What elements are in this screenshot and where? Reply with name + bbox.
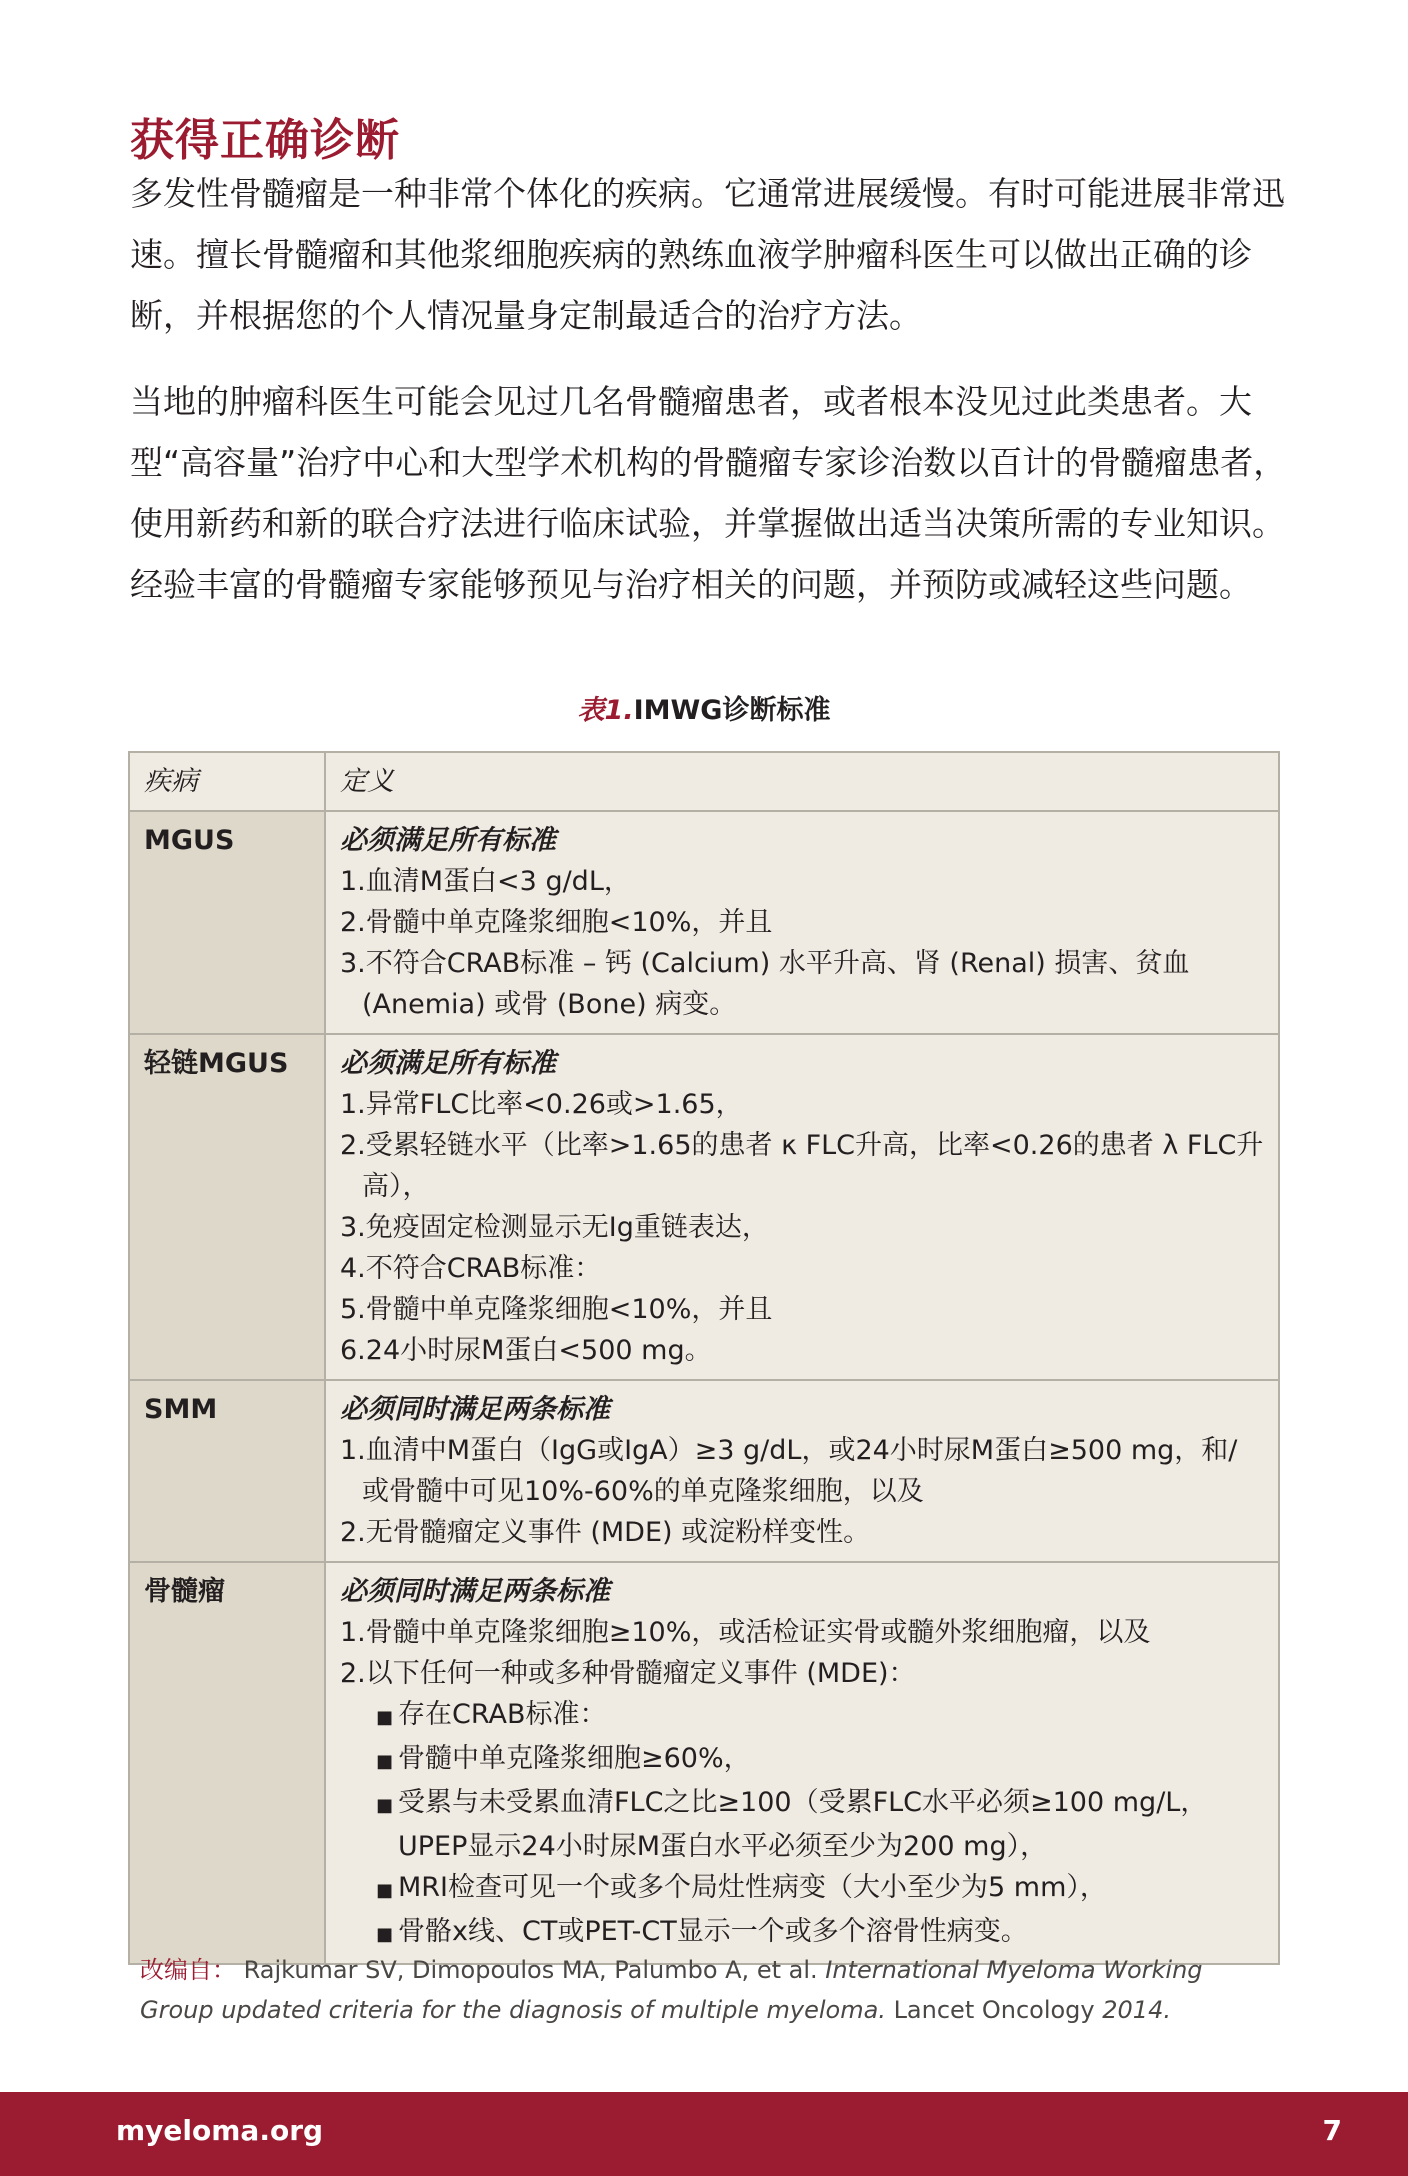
citation-year: 2014. — [1102, 1996, 1171, 2024]
criterion-item: 2.受累轻链水平（比率>1.65的患者 κ FLC升高，比率<0.26的患者 λ FLC升高）， — [340, 1130, 1264, 1202]
table-row — [129, 1034, 1279, 1380]
page-heading: 获得正确诊断 — [130, 115, 400, 166]
criterion-bullet: ■ 骨髓中单克隆浆细胞≥60%， — [340, 1738, 1264, 1782]
table-caption-number: 表1. — [577, 695, 634, 726]
definition-cell — [325, 1380, 1279, 1562]
definition-cell — [325, 1562, 1279, 1964]
intro-paragraph: 多发性骨髓瘤是一种非常个体化的疾病。它通常进展缓慢。有时可能进展非常迅速。擅长骨髓瘤和其他浆细胞疾病的熟练血液学肿瘤科医生可以做出正确的诊断，并根据您的个人情况量身定制最适合的治疗方法。 — [130, 174, 1285, 335]
specialist-paragraph: 当地的肿瘤科医生可能会见过几名骨髓瘤患者，或者根本没见过此类患者。大型“高容量”治疗中心和大型学术机构的骨髓瘤专家诊治数以百计的骨髓瘤患者，使用新药和新的联合疗法进行临床试验，并掌握做出适当决策所需的专业知识。经验丰富的骨髓瘤专家能够预见与治疗相关的问题，并预防或减轻这些问题。 — [130, 382, 1287, 604]
page-number: 7 — [1322, 2114, 1342, 2147]
requirement-label: 必须同时满足两条标准 — [340, 1394, 610, 1425]
disease-name: SMM — [129, 1380, 325, 1562]
definition-cell — [325, 1034, 1279, 1380]
criterion-bullet: ■ MRI检查可见一个或多个局灶性病变（大小至少为5 mm）， — [340, 1867, 1264, 1911]
table-caption-title: IMWG诊断标准 — [633, 695, 831, 726]
disease-name: 骨髓瘤 — [129, 1562, 325, 1964]
criterion-item: 5.骨髓中单克隆浆细胞<10%，并且 — [340, 1294, 773, 1325]
criterion-item: 1.血清中M蛋白（IgG或IgA）≥3 g/dL，或24小时尿M蛋白≥500 mg，和/或骨髓中可见10%-60%的单克隆浆细胞，以及 — [340, 1435, 1238, 1507]
requirement-label: 必须满足所有标准 — [340, 825, 556, 856]
criterion-item: 2.无骨髓瘤定义事件 (MDE) 或淀粉样变性。 — [340, 1517, 871, 1548]
criterion-item: 6.24小时尿M蛋白<500 mg。 — [340, 1335, 712, 1366]
table-caption — [0, 688, 1408, 727]
table-header-row — [129, 752, 1279, 811]
header-definition: 定义 — [325, 752, 1279, 811]
table-row — [129, 811, 1279, 1034]
criterion-item: 3.不符合CRAB标准 – 钙 (Calcium) 水平升高、肾 (Renal) 损害、贫血 (Anemia) 或骨 (Bone) 病变。 — [340, 948, 1190, 1020]
criterion-item: 1.骨髓中单克隆浆细胞≥10%，或活检证实骨或髓外浆细胞瘤，以及 — [340, 1617, 1151, 1648]
diagnosis-table — [128, 751, 1280, 1965]
criterion-item: 2.骨髓中单克隆浆细胞<10%，并且 — [340, 907, 773, 938]
criterion-item: 1.异常FLC比率<0.26或>1.65， — [340, 1089, 743, 1120]
disease-name: MGUS — [129, 811, 325, 1034]
table-row — [129, 1562, 1279, 1964]
criterion-bullet: ■ 骨骼x线、CT或PET-CT显示一个或多个溶骨性病变。 — [340, 1911, 1264, 1955]
definition-cell — [325, 811, 1279, 1034]
citation-journal: Lancet Oncology — [893, 1996, 1095, 2024]
footer-site[interactable]: myeloma.org — [116, 2114, 324, 2147]
criterion-item: 4.不符合CRAB标准： — [340, 1253, 602, 1284]
criterion-bullet: ■ 受累与未受累血清FLC之比≥100（受累FLC水平必须≥100 mg/L，UPEP显示24小时尿M蛋白水平必须至少为200 mg）， — [340, 1782, 1264, 1867]
disease-name: 轻链MGUS — [129, 1034, 325, 1380]
page-footer — [0, 2092, 1408, 2176]
criterion-item: 2.以下任何一种或多种骨髓瘤定义事件 (MDE)： — [340, 1658, 916, 1689]
source-citation — [140, 1950, 1240, 2030]
criterion-item: 1.血清M蛋白<3 g/dL， — [340, 866, 631, 897]
requirement-label: 必须同时满足两条标准 — [340, 1576, 610, 1607]
citation-label: 改编自： — [140, 1956, 236, 1984]
header-disease: 疾病 — [129, 752, 325, 811]
table-row — [129, 1380, 1279, 1562]
criterion-item: 3.免疫固定检测显示无Ig重链表达， — [340, 1212, 769, 1243]
requirement-label: 必须满足所有标准 — [340, 1048, 556, 1079]
citation-title: International Myeloma Working Group updated criteria for the diagnosis of multiple myeloma. — [140, 1956, 1203, 2024]
citation-authors: Rajkumar SV, Dimopoulos MA, Palumbo A, et al. — [243, 1956, 818, 1984]
criterion-bullet: ■ 存在CRAB标准： — [340, 1694, 1264, 1738]
